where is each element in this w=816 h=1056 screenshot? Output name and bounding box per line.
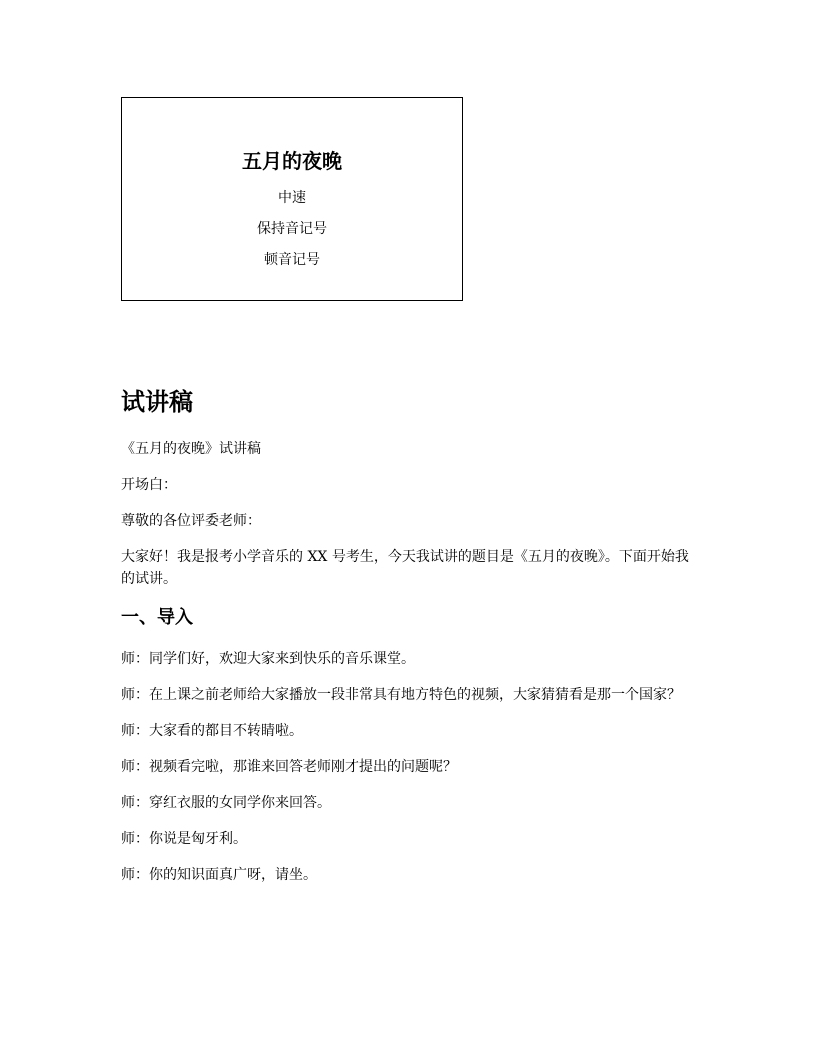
paragraph: 师：视频看完啦，那谁来回答老师刚才提出的问题呢？ <box>121 759 457 775</box>
song-info-line: 顿音记号 <box>264 252 320 268</box>
paragraph: 师：同学们好，欢迎大家来到快乐的音乐课堂。 <box>121 651 415 667</box>
paragraph: 师：你的知识面真广呀，请坐。 <box>121 867 317 883</box>
song-info-line: 中速 <box>278 190 306 206</box>
paragraph: 大家好！我是报考小学音乐的 XX 号考生，今天我试讲的题目是《五月的夜晚》。下面开始我的试讲。 <box>121 549 689 587</box>
paragraph: 师：穿红衣服的女同学你来回答。 <box>121 795 331 811</box>
song-title: 五月的夜晚 <box>242 149 342 173</box>
paragraph: 《五月的夜晚》试讲稿 <box>121 441 261 457</box>
paragraph: 师：大家看的都目不转睛啦。 <box>121 723 303 739</box>
song-info-line: 保持音记号 <box>257 221 327 237</box>
page-heading: 试讲稿 <box>121 388 193 416</box>
paragraph: 尊敬的各位评委老师： <box>121 513 261 529</box>
section-heading: 一、导入 <box>121 607 193 628</box>
song-info-box <box>121 97 463 301</box>
paragraph: 师：在上课之前老师给大家播放一段非常具有地方特色的视频，大家猜猜看是那一个国家？ <box>121 687 681 703</box>
paragraph: 开场白： <box>121 477 177 493</box>
paragraph: 师：你说是匈牙利。 <box>121 831 247 847</box>
document-body <box>121 386 701 900</box>
